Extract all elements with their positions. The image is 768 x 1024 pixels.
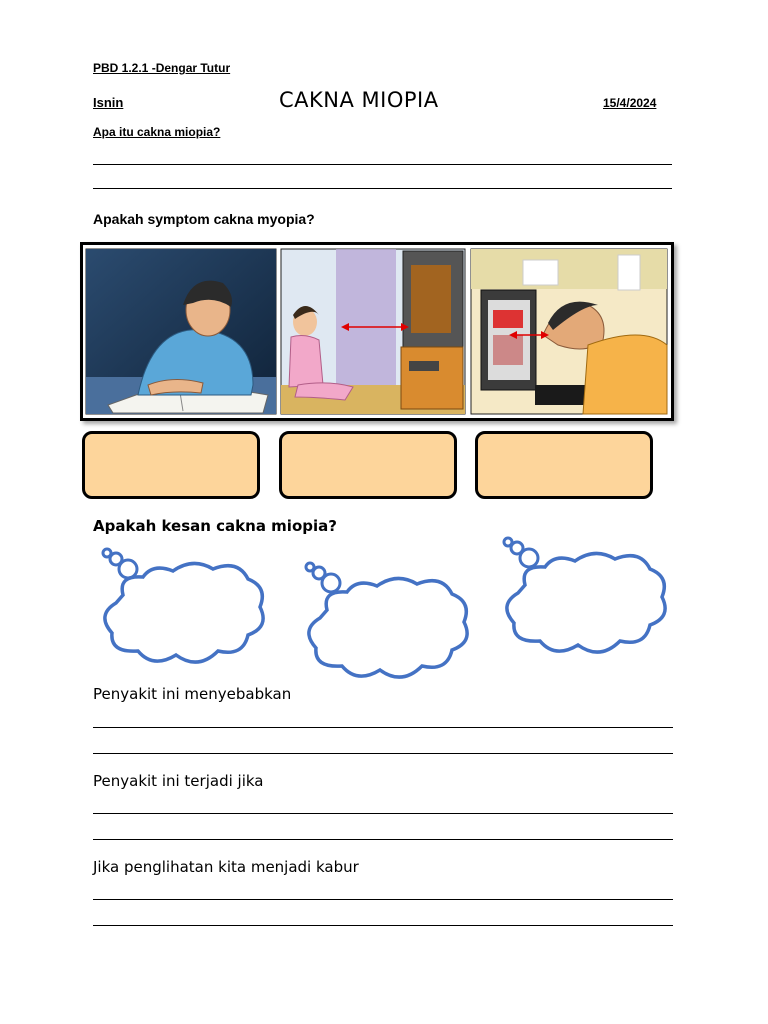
- symptom-answer-box-3[interactable]: [475, 431, 653, 499]
- prompt-causes: Penyakit ini menyebabkan: [93, 685, 292, 703]
- date-label: 15/4/2024: [603, 96, 657, 110]
- answer-line[interactable]: [93, 925, 673, 926]
- prompt-blurry-vision: Jika penglihatan kita menjadi kabur: [93, 858, 359, 876]
- answer-line[interactable]: [93, 899, 673, 900]
- question-effect: Apakah kesan cakna miopia?: [93, 517, 337, 535]
- girl-watching-tv-illustration: [281, 249, 465, 414]
- answer-line[interactable]: [93, 839, 673, 840]
- answer-line[interactable]: [93, 188, 672, 189]
- answer-line[interactable]: [93, 727, 673, 728]
- thought-cloud-icon[interactable]: [98, 545, 273, 675]
- question-symptom: Apakah symptom cakna myopia?: [93, 211, 315, 227]
- thought-cloud-icon[interactable]: [500, 535, 675, 665]
- day-label: Isnin: [93, 95, 124, 110]
- activity-code: PBD 1.2.1 -Dengar Tutur: [93, 61, 231, 75]
- prompt-occurs-if: Penyakit ini terjadi jika: [93, 772, 264, 790]
- answer-line[interactable]: [93, 753, 673, 754]
- symptom-answer-box-1[interactable]: [82, 431, 260, 499]
- answer-line[interactable]: [93, 164, 672, 165]
- symptom-answer-box-2[interactable]: [279, 431, 457, 499]
- page-title: CAKNA MIOPIA: [279, 88, 439, 112]
- thought-cloud-icon[interactable]: [302, 560, 477, 690]
- man-using-computer-illustration: [471, 249, 667, 414]
- symptom-illustration-panel: [80, 242, 674, 421]
- question-what-is: Apa itu cakna miopia?: [93, 125, 221, 139]
- boy-reading-illustration: [86, 249, 276, 414]
- answer-line[interactable]: [93, 813, 673, 814]
